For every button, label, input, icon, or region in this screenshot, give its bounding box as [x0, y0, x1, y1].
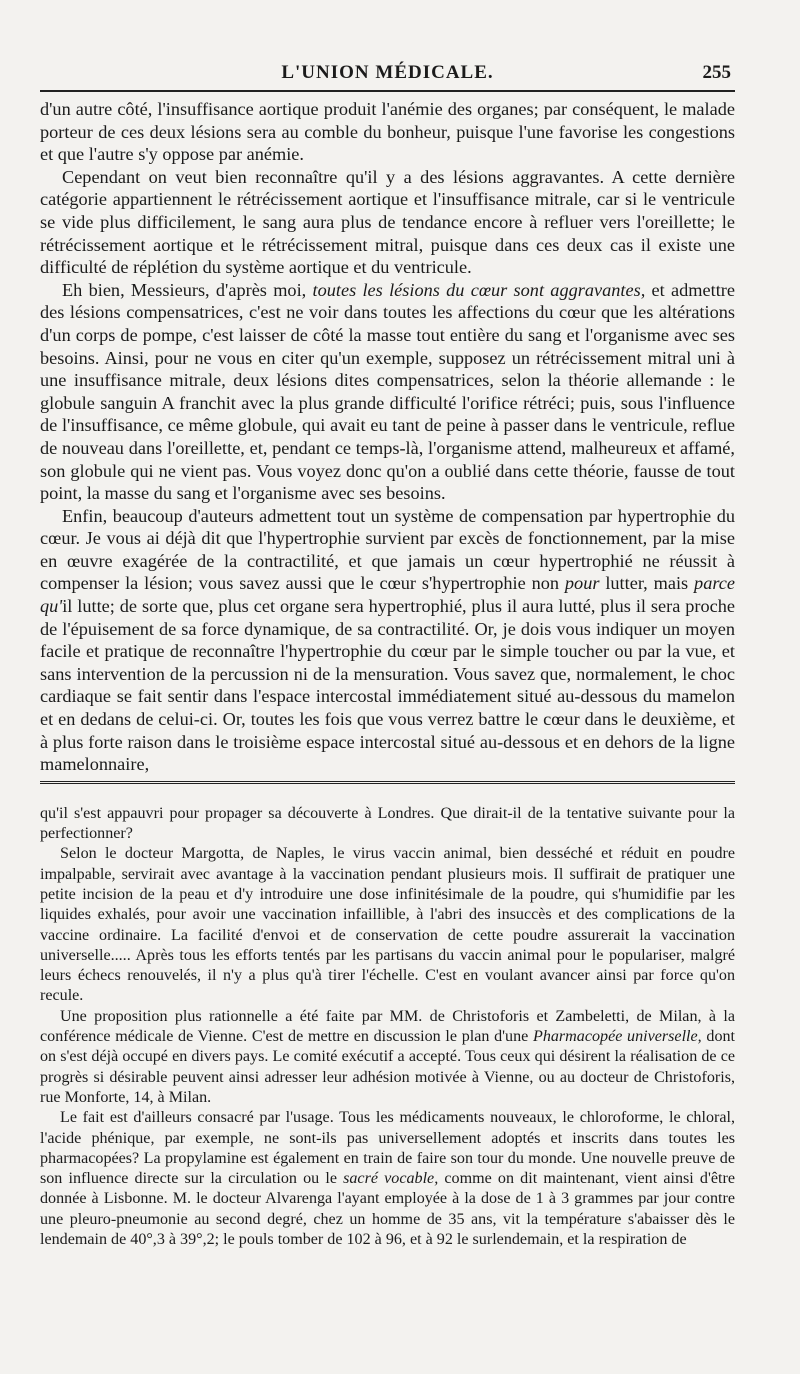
paragraph-4-text-c: il lutte; de sorte que, plus cet organe sera hypertrophié, plus il aura lutté, plus il sera proche de l'épuisement de sa force dynamique, de sa contractilité. Or, je dois vous indiquer un moyen facile et pratique de reconnaître l'hypertrophie du cœur par le simple toucher ou par la vue, et sans intervention de la percussion ni de la mensuration. Vous savez que, normalement, le choc cardiaque se fait sentir dans l'espace intercostal immédiatement situé au-dessous du mamelon et en dedans de celui-ci. Or, toutes les fois que vous verrez battre le cœur dans le deuxième, et à plus forte raison dans le troisième espace intercostal situé au-dessous et en dehors de la ligne mamelonnaire, — [40, 596, 735, 775]
paragraph-4-emphasis-1: pour — [564, 573, 600, 594]
paragraph-2: Cependant on veut bien reconnaître qu'il y a des lésions aggravantes. A cette dernière catégorie appartiennent le rétrécissement aortique et l'insuffisance mitrale, car si le ventricule se vide plus difficilement, le sang aura plus de tendance encore à refluer vers l'oreillette; le rétrécissement aortique et le rétrécissement mitral, puisque dans ces deux cas il existe une difficulté de réplétion du système aortique et du ventricule. — [40, 166, 735, 278]
paragraph-3-text-a: Eh bien, Messieurs, d'après moi, — [62, 279, 313, 300]
journal-page — [40, 52, 735, 1250]
section-divider — [40, 781, 735, 788]
note-paragraph-3-text-a: Une proposition plus rationnelle a été faite par MM. de Christoforis et Zambeletti, de Milan, à la conférence médicale de Vienne. C'est de mettre en discussion le plan d'une — [40, 1007, 735, 1046]
paragraph-3-text-b: et admettre des lésions compensatrices, c'est ne voir dans toutes les affections du cœur que les altérations d'un corps de pompe, c'est laisser de côté la masse tout entière du sang et l'organisme avec ses besoins. Ainsi, pour ne vous en citer qu'un exemple, supposez un rétrécissement mitral uni à une insuffisance mitrale, deux lésions dites compensatrices, selon la théorie allemande : le globule sanguin A franchit avec la plus grande difficulté l'orifice rétréci; puis, sous l'influence de l'insuffisance, ce même globule, qui avait eu tant de peine à passer dans le ventricule, reflue de nouveau dans l'oreillette, et, pendant ce temps-là, l'organisme attend, malheureux et affamé, son globule qui ne vient pas. Vous voyez donc qu'on a oublié dans cette théorie, fausse de tout point, la masse du sang et l'organisme avec ses besoins. — [40, 279, 735, 504]
note-paragraph-1: qu'il s'est appauvri pour propager sa découverte à Londres. Que dirait-il de la tentative suivante pour la perfectionner? — [40, 804, 735, 843]
note-paragraph-4-emphasis: sacré vocable, — [343, 1170, 439, 1188]
paragraph-4-text-a: Enfin, beaucoup d'auteurs admettent tout un système de compensation par hypertrophie du cœur. Je vous ai déjà dit que l'hypertrophie survient par excès de fonctionnement, par la mise en œuvre exagérée de la contractilité, et que jamais un cœur hypertrophié ne réussit à compenser la lésion; vous savez aussi que le cœur s'hypertrophie non — [40, 505, 735, 594]
note-paragraph-3 — [40, 1007, 735, 1108]
journal-title: L'UNION MÉDICALE. — [281, 62, 494, 83]
note-paragraph-3-text-b: dont on s'est déjà occupé en divers pays. Le comité exécutif a accepté. Tous ceux qui désirent la réalisation de ce progrès si désirable peuvent ainsi adresser leur adhésion motivée à Vienne, ou au docteur de Christoforis, rue Monforte, 14, à Milan. — [40, 1028, 736, 1106]
note-paragraph-4-text-a: Le fait est d'ailleurs consacré par l'usage. Tous les médicaments nouveaux, le chloroforme, le chloral, l'acide phénique, par exemple, ne sont-ils pas universellement adoptés et inscrits dans toutes les pharmacopées? La propylamine est également en train de faire son tour du monde. Une nouvelle preuve de son influence directe sur la circulation ou le — [40, 1109, 735, 1188]
note-paragraph-4-text-b: comme on dit maintenant, vient ainsi d'être donnée à Lisbonne. M. le docteur Alvarenga l'ayant employée à la dose de 1 à 3 grammes par jour contre une pleuro-pneumonie au second degré, chez un homme de 35 ans, vit la température s'abaisser dès le lendemain de 40°,3 à 39°,2; le pouls tomber de 102 à 96, et à 92 le surlendemain, et la respiration de — [40, 1170, 735, 1249]
note-paragraph-4 — [40, 1108, 735, 1250]
paragraph-4-text-b: lutter, mais — [599, 573, 695, 594]
feuilleton-text — [40, 804, 735, 1251]
paragraph-4 — [40, 505, 735, 776]
note-paragraph-2: Selon le docteur Margotta, de Naples, le virus vaccin animal, bien desséché et réduit en poudre impalpable, servirait avec avantage à la vaccination pendant plusieurs mois. Il suffirait de pratiquer une petite incision de la peau et d'y introduire une dose infinitésimale de la poudre, qui s'humidifie par les liquides exhalés, pour avoir une vaccination infaillible, à l'abri des insuccès et des complications de la vaccine ordinaire. La facilité d'envoi et de conservation de cette poudre assurerait la vaccination universelle..... Après tous les efforts tentés par les partisans du vaccin animal pour le populariser, malgré leurs échecs renouvelés, il n'y a plus qu'à tirer l'échelle. C'est en voulant avancer ainsi par force qu'on recule. — [40, 845, 735, 1005]
paragraph-1: d'un autre côté, l'insuffisance aortique produit l'anémie des organes; par conséquent, le malade porteur de ces deux lésions sera au comble du bonheur, puisque l'une favorise les congestions et que l'autre s'y oppose par anémie. — [40, 99, 735, 165]
main-text — [40, 98, 735, 776]
paragraph-3-emphasis: toutes les lésions du cœur sont aggravantes, — [312, 279, 646, 300]
paragraph-4-emphasis-2: parce qu' — [40, 573, 735, 617]
note-paragraph-3-emphasis: Pharmacopée universelle, — [532, 1028, 702, 1046]
page-number: 255 — [702, 62, 731, 83]
running-header — [40, 52, 735, 88]
header-rule — [40, 90, 735, 92]
paragraph-3 — [40, 279, 735, 505]
